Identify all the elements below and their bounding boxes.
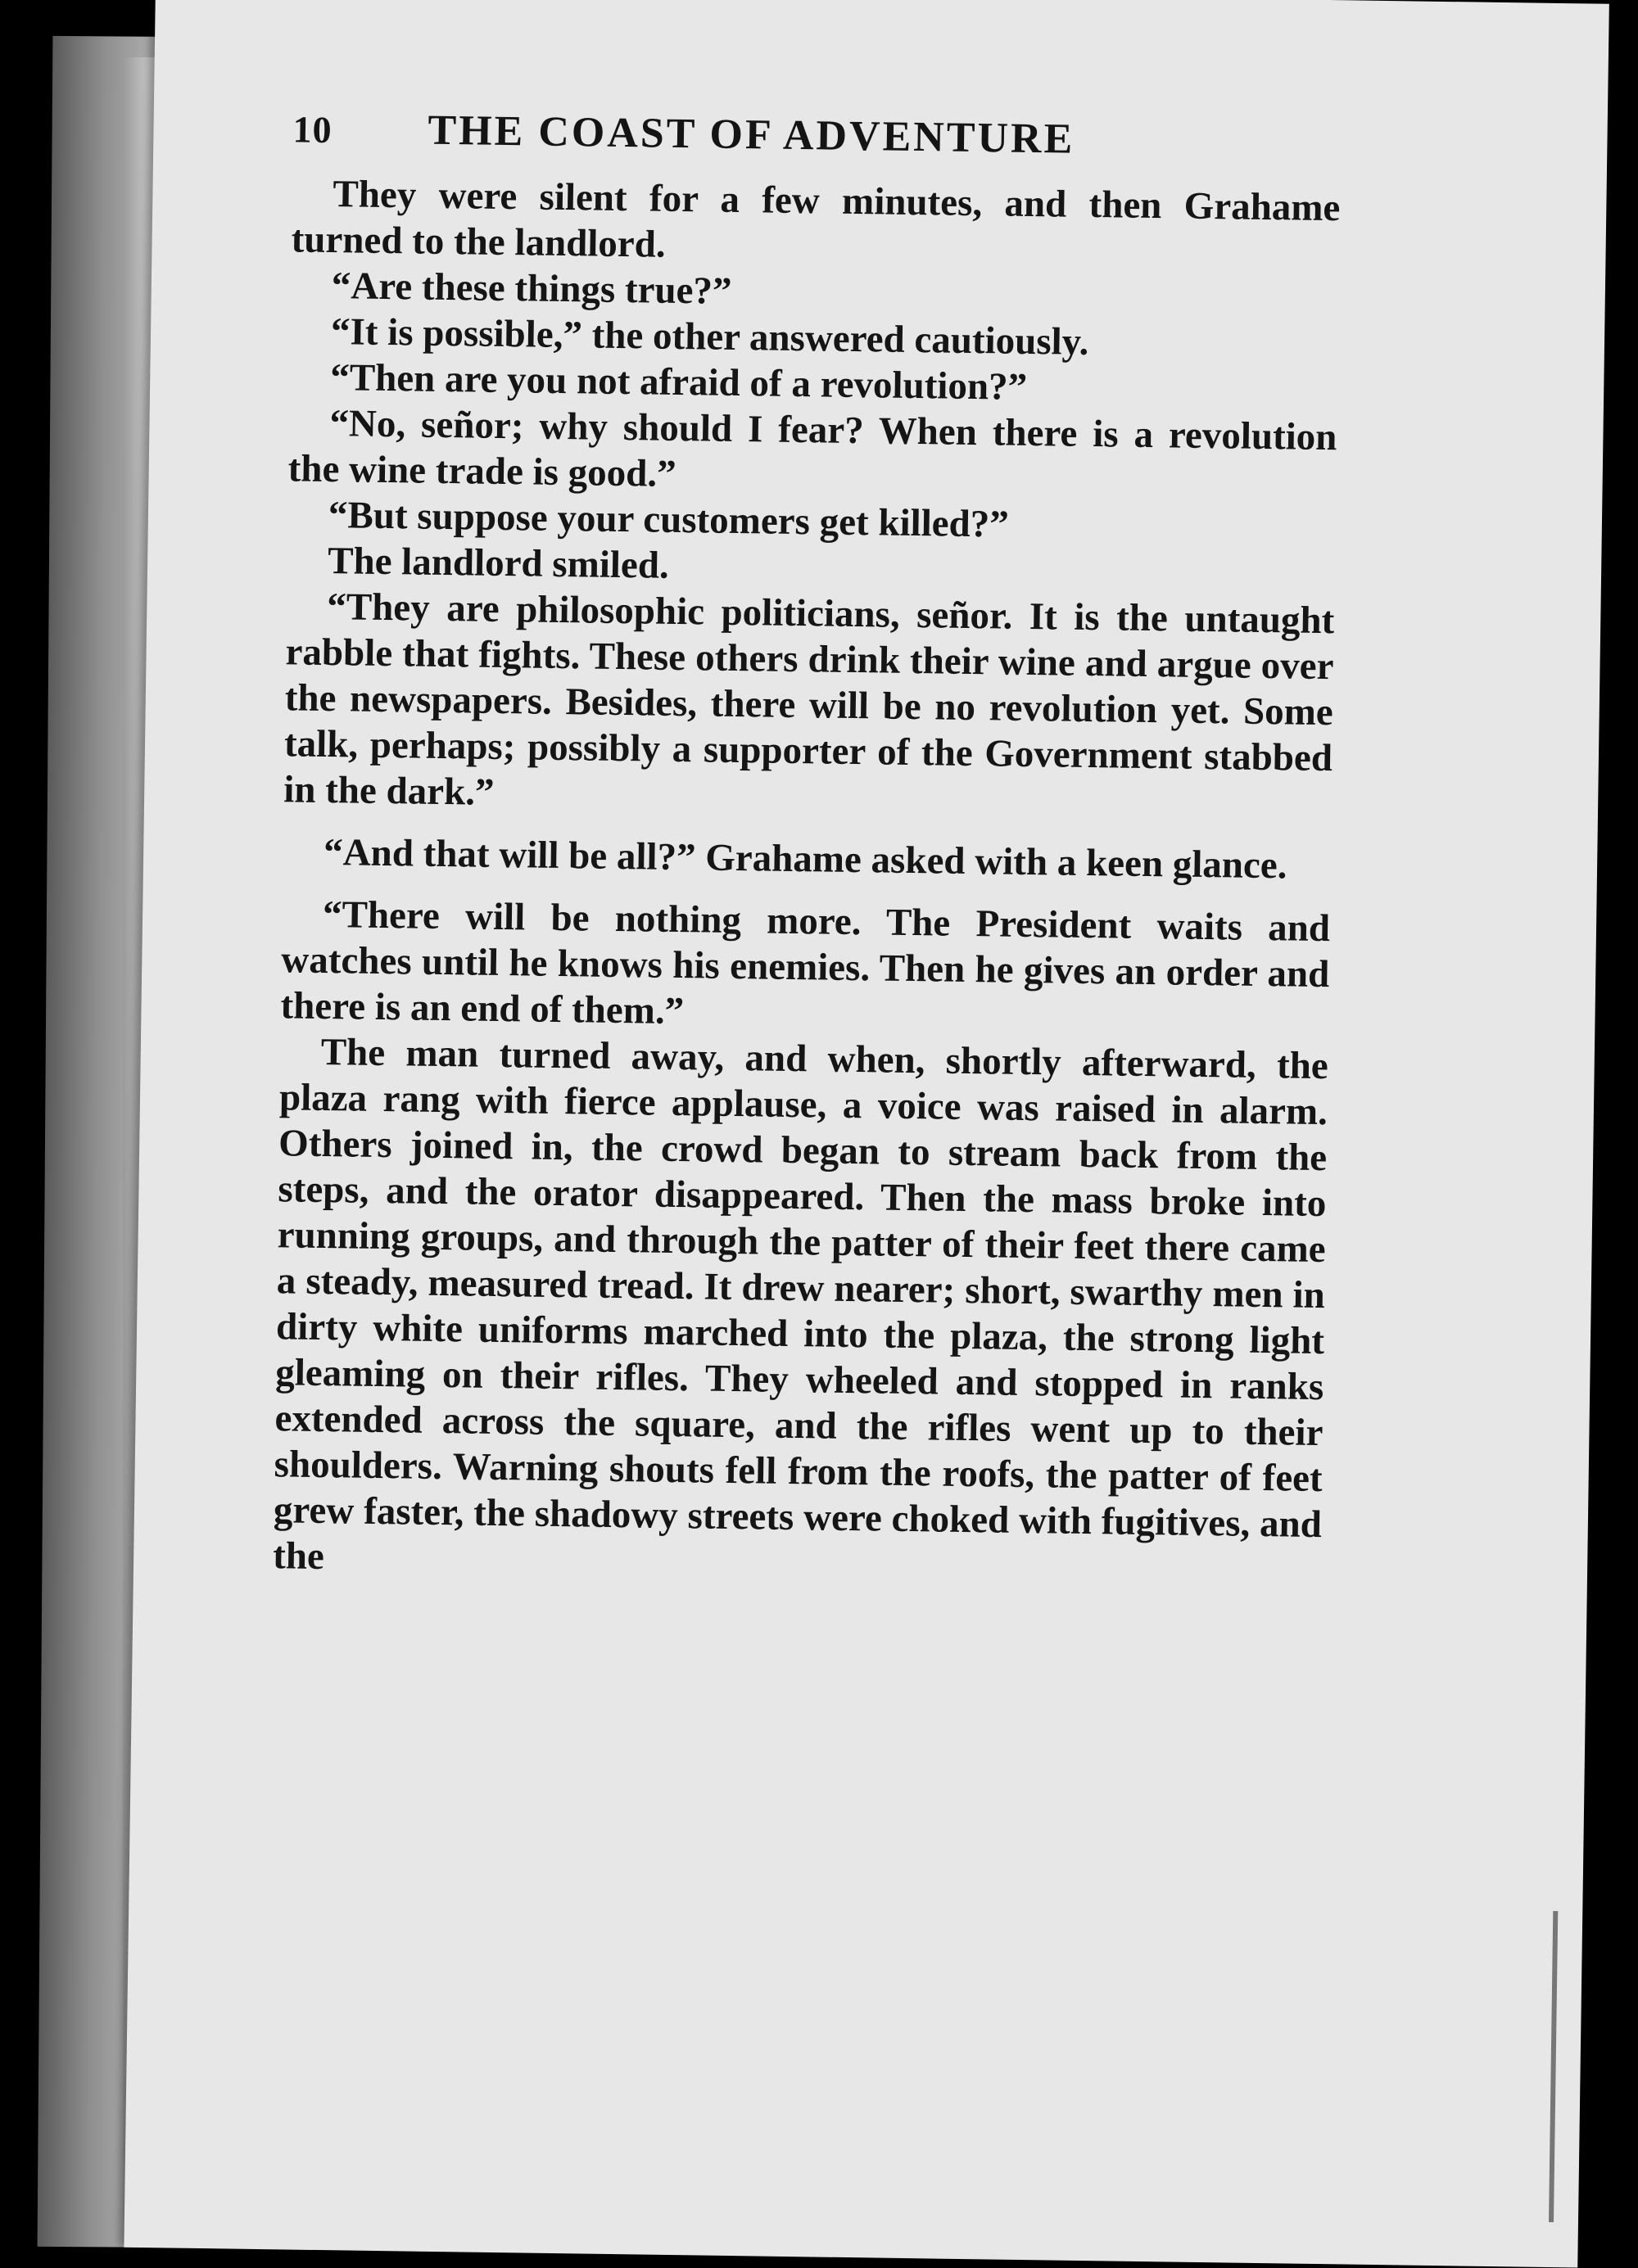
paragraph: The man turned away, and when, shortly afterward, the plaza rang with fierce applause, a voice was raised in alarm. Others joined in, the crowd began to stream back from the steps, and the orator disappeared. Then the mass broke into running groups, and through the patter of their feet there came a steady, measured tread. It drew nearer; short, swarthy men in dirty white uniforms marched into the plaza, the strong light gleaming on their rifles. They wheeled and stopped in ranks extended across the square, and the rifles went up to their shoulders. Warning shouts fell from the roofs, the patter of feet grew faster, the shadowy streets were choked with fugitives, and the [272,1030,1329,1579]
paragraph: “And that will be all?” Grahame asked with a keen glance. [323,830,1287,888]
paragraph: They were silent for a few minutes, and then Grahame turned to the landlord. [291,173,1341,266]
running-title: THE COAST OF ADVENTURE [428,106,1075,163]
body-text [273,170,1341,1593]
paragraph: “No, señor; why should I fear? When there is a revolution the wine trade is good.” [287,402,1337,495]
page-header [292,104,1342,167]
paragraph: “There will be nothing more. The President waits and watches until he knows his enemies. Then he gives an order and there is an end of them.” [280,892,1331,1033]
book-page [124,0,1609,2268]
binding-shadow [1549,1911,1558,2222]
page-content [273,104,1342,1593]
page-number: 10 [292,108,333,151]
paragraph: “It is possible,” the other answered cautiously. [330,310,1089,364]
paragraph: “Are these things true?” [331,264,732,313]
paragraph: “Then are you not afraid of a revolution?” [329,356,1028,409]
paragraph: The landlord smiled. [327,540,670,587]
paragraph: “They are philosophic politicians, señor. It is the untaught rabble that fights. These others drink their wine and argue over the newspapers. Besides, there will be no revolution yet. Some talk, perhaps; possibly a supporter of the Government stabbed in the dark.” [283,585,1335,814]
paragraph: “But suppose your customers get killed?” [328,494,1010,546]
